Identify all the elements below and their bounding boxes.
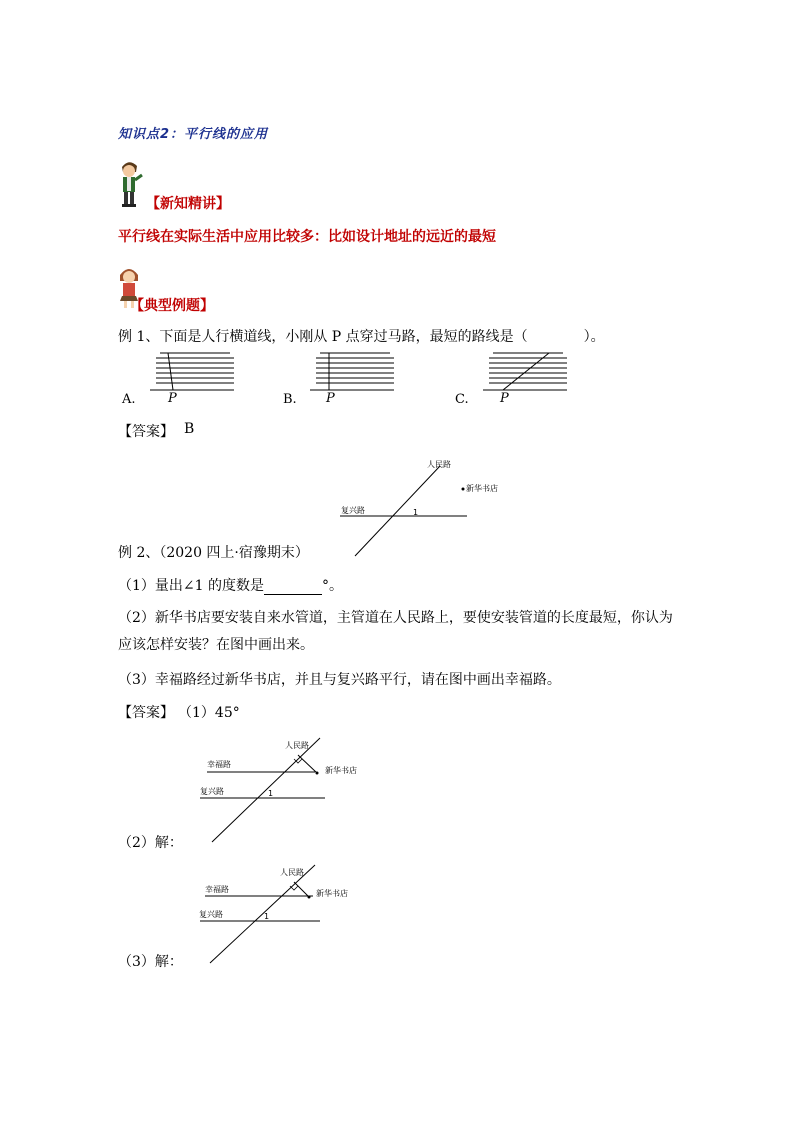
new-knowledge-text: 平行线在实际生活中应用比较多：比如设计地址的远近的最短 xyxy=(118,229,496,245)
fuxing-road-label: 复兴路 xyxy=(341,506,365,515)
new-knowledge-label: 【新知精讲】 xyxy=(146,196,230,212)
example2-title: 例 2、（2020 四上·宿豫期末） xyxy=(118,545,309,561)
sol2-renmin-label: 人民路 xyxy=(285,741,309,750)
sol3-xinhua-label: 新华书店 xyxy=(316,889,348,898)
example2-answer-value: （1）45° xyxy=(178,705,240,721)
example2-answer-label: 【答案】 xyxy=(118,705,174,721)
example2-q1 xyxy=(118,575,343,595)
option-b-point: P xyxy=(326,391,335,406)
option-b-letter: B. xyxy=(283,392,297,407)
sol2-xinhua-label: 新华书店 xyxy=(325,766,357,775)
angle-1-label: 1 xyxy=(413,508,419,517)
crosswalk-figure-b xyxy=(310,350,400,400)
answer-blank xyxy=(264,582,322,595)
option-a-point: P xyxy=(168,391,177,406)
example1-answer-value: B xyxy=(184,421,195,437)
example1-answer-label: 【答案】 xyxy=(118,424,174,440)
solution2-label: （2）解： xyxy=(118,835,183,851)
example2-q2-line1: （2）新华书店要安装自来水管道，主管道在人民路上，要使安装管道的长度最短，你认为 xyxy=(118,610,673,626)
example2-q3: （3）幸福路经过新华书店，并且与复兴路平行，请在图中画出幸福路。 xyxy=(118,672,561,688)
q1-text: （1）量出∠1 的度数是 xyxy=(118,578,264,594)
example2-q2-line2: 应该怎样安装？在图中画出来。 xyxy=(118,637,314,653)
sol3-renmin-label: 人民路 xyxy=(280,868,304,877)
sol3-fuxing-label: 复兴路 xyxy=(199,910,223,919)
sol2-angle-label: 1 xyxy=(268,789,274,798)
crosswalk-figure-c xyxy=(483,350,573,400)
example1-question: 例 1、下面是人行横道线，小刚从 P 点穿过马路，最短的路线是（ ）。 xyxy=(118,329,605,345)
typical-examples-label: 【典型例题】 xyxy=(130,298,214,314)
sol2-xingfu-label: 幸福路 xyxy=(207,760,231,769)
sol2-fuxing-label: 复兴路 xyxy=(200,787,224,796)
renmin-road-label: 人民路 xyxy=(427,460,451,469)
option-a-letter: A. xyxy=(122,392,136,407)
sol3-xingfu-label: 幸福路 xyxy=(205,885,229,894)
boy-character-icon xyxy=(114,158,144,208)
q1-unit: °。 xyxy=(322,578,343,594)
option-c-point: P xyxy=(500,391,509,406)
solution3-label: （3）解： xyxy=(118,954,183,970)
option-c-letter: C. xyxy=(455,392,469,407)
sol3-angle-label: 1 xyxy=(264,912,270,921)
knowledge-heading: 知识点2：平行线的应用 xyxy=(118,127,269,142)
xinhua-bookstore-label: 新华书店 xyxy=(466,484,498,493)
crosswalk-figure-a xyxy=(150,350,240,400)
